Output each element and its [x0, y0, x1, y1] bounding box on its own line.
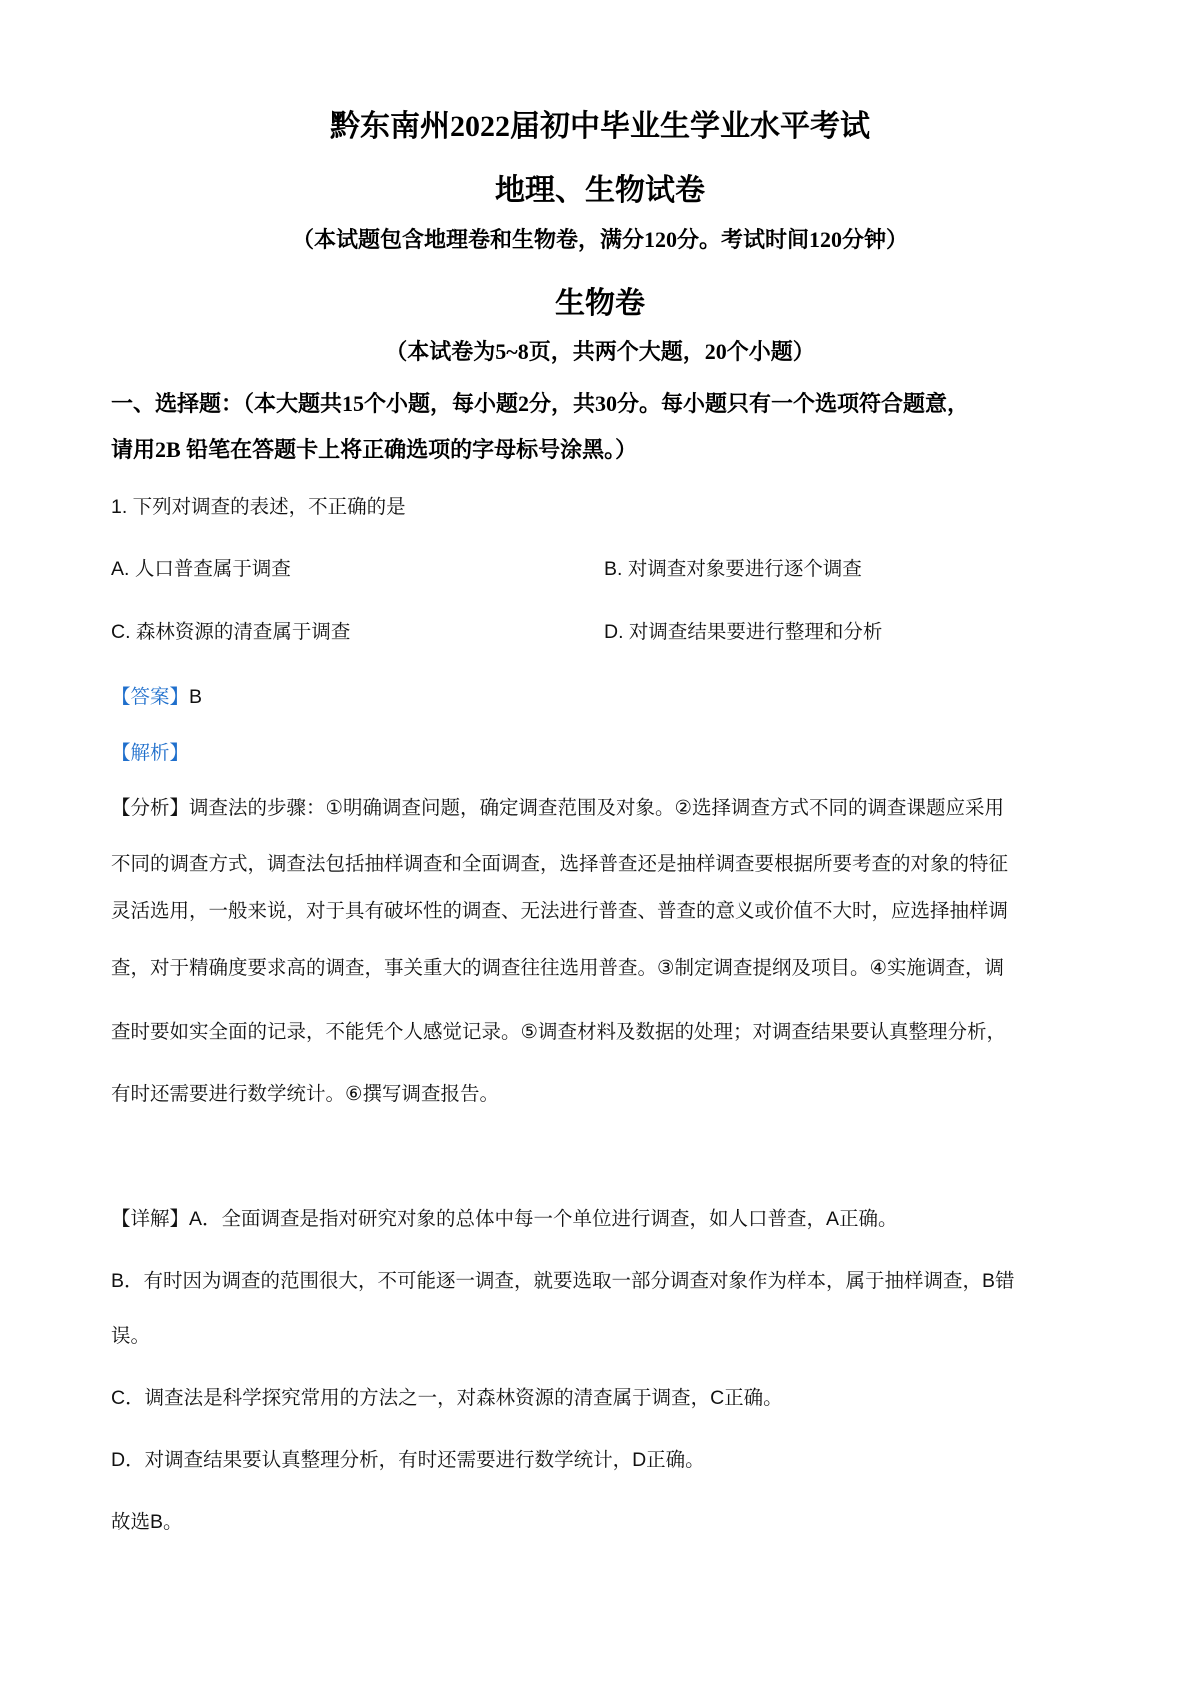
detail-line: 故选B。 [111, 1511, 183, 1533]
option-b: B. 对调查对象要进行逐个调查 [604, 558, 862, 580]
detail-line: B．有时因为调查的范围很大，不可能逐一调查，就要选取一部分调查对象作为样本，属于抽样调查，B错 [111, 1270, 1015, 1292]
analysis-line: 查，对于精确度要求高的调查，事关重大的调查往往选用普查。③制定调查提纲及项目。④实施调查，调 [111, 957, 1004, 979]
analysis-line: 不同的调查方式，调查法包括抽样调查和全面调查，选择普查还是抽样调查要根据所要考查的对象的特征 [111, 853, 1009, 875]
section-note: （本试卷为5~8页，共两个大题，20个小题） [385, 339, 815, 364]
part1-instruction-line1: 一、选择题：（本大题共15个小题，每小题2分，共30分。每小题只有一个选项符合题意， [111, 391, 970, 416]
answer-value: B [189, 686, 203, 708]
analysis-line: 有时还需要进行数学统计。⑥撰写调查报告。 [111, 1083, 499, 1105]
analysis-line: 【分析】调查法的步骤：①明确调查问题，确定调查范围及对象。②选择调查方式不同的调查课题应采用 [111, 797, 1004, 819]
option-d: D. 对调查结果要进行整理和分析 [604, 621, 883, 643]
option-c: C. 森林资源的清查属于调查 [111, 621, 351, 643]
exam-subtitle: 地理、生物试卷 [495, 174, 705, 207]
detail-line: C．调查法是科学探究常用的方法之一，对森林资源的清查属于调查，C正确。 [111, 1387, 783, 1409]
exam-note: （本试题包含地理卷和生物卷，满分120分。考试时间120分钟） [291, 227, 908, 252]
section-title: 生物卷 [555, 287, 645, 320]
analysis-line: 灵活选用，一般来说，对于具有破坏性的调查、无法进行普查、普查的意义或价值不大时，应选择抽样调 [111, 900, 1009, 922]
analysis-tag: 【解析】 [111, 742, 190, 764]
answer-tag: 【答案】 [111, 686, 190, 708]
question-stem: 1. 下列对调查的表述，不正确的是 [111, 496, 406, 518]
part1-instruction-line2: 请用2B 铅笔在答题卡上将正确选项的字母标号涂黑。） [111, 437, 638, 462]
detail-line: 【详解】A．全面调查是指对研究对象的总体中每一个单位进行调查，如人口普查，A正确。 [111, 1208, 898, 1230]
detail-line: 误。 [111, 1325, 151, 1347]
detail-line: D．对调查结果要认真整理分析，有时还需要进行数学统计，D正确。 [111, 1449, 705, 1471]
answer-line [111, 681, 202, 709]
exam-title: 黔东南州2022届初中毕业生学业水平考试 [330, 110, 870, 143]
option-a: A. 人口普查属于调查 [111, 558, 291, 580]
analysis-line: 查时要如实全面的记录，不能凭个人感觉记录。⑤调查材料及数据的处理；对调查结果要认真整理分析， [111, 1021, 1006, 1043]
